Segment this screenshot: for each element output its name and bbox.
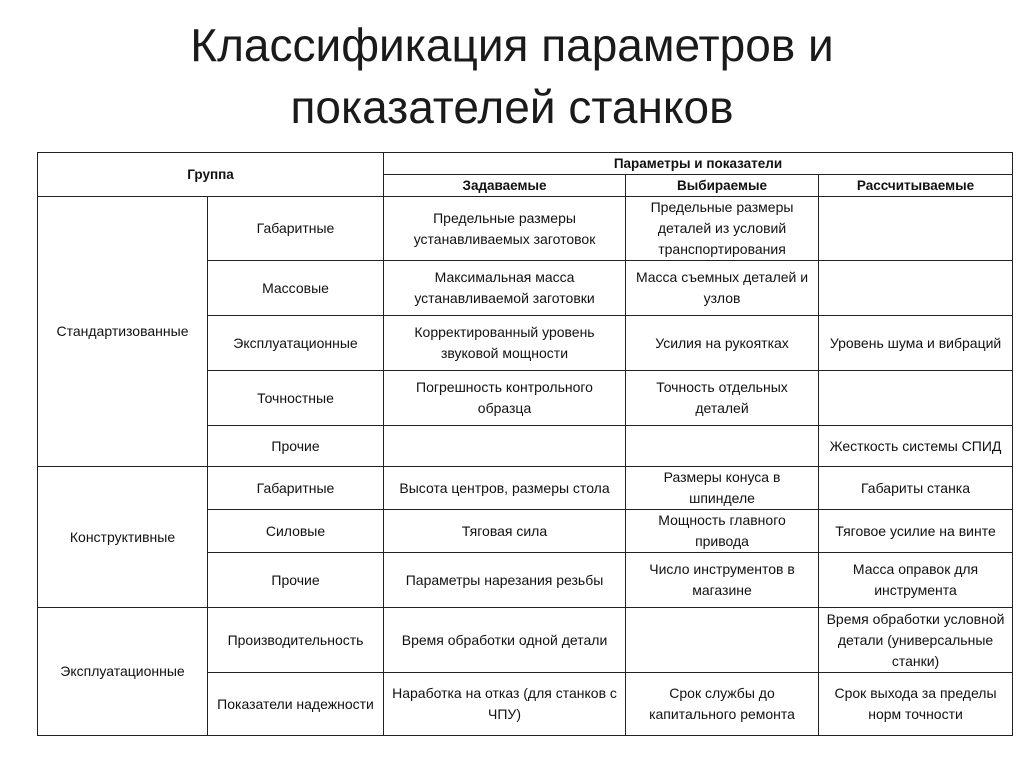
subgroup-cell: Производительность	[208, 608, 384, 673]
slide-title	[0, 14, 1024, 138]
given-cell: Наработка на отказ (для станков с ЧПУ)	[384, 673, 626, 736]
subgroup-cell: Габаритные	[208, 467, 384, 510]
classification-table	[37, 152, 1013, 736]
given-cell: Высота центров, размеры стола	[384, 467, 626, 510]
given-cell	[384, 426, 626, 467]
header-params: Параметры и показатели	[384, 153, 1013, 175]
calculated-cell	[819, 371, 1013, 426]
calculated-cell: Срок выхода за пределы норм точности	[819, 673, 1013, 736]
calculated-cell: Тяговое усилие на винте	[819, 510, 1013, 553]
calculated-cell: Масса оправок для инструмента	[819, 553, 1013, 608]
subgroup-cell: Габаритные	[208, 197, 384, 261]
table-row	[38, 608, 1013, 673]
chosen-cell: Масса съемных деталей и узлов	[626, 261, 819, 316]
subgroup-cell: Эксплуатационные	[208, 316, 384, 371]
header-row-1	[38, 153, 1013, 175]
group-cell-constructive: Конструктивные	[38, 467, 208, 608]
calculated-cell	[819, 197, 1013, 261]
chosen-cell: Срок службы до капитального ремонта	[626, 673, 819, 736]
header-calculated: Рассчитываемые	[819, 175, 1013, 197]
table-row	[38, 467, 1013, 510]
chosen-cell: Число инструментов в магазине	[626, 553, 819, 608]
chosen-cell	[626, 608, 819, 673]
calculated-cell	[819, 261, 1013, 316]
header-group: Группа	[38, 153, 384, 197]
chosen-cell: Мощность главного привода	[626, 510, 819, 553]
given-cell: Тяговая сила	[384, 510, 626, 553]
given-cell: Предельные размеры устанавливаемых заготовок	[384, 197, 626, 261]
slide-title-line-2: показателей станков	[290, 81, 734, 133]
chosen-cell	[626, 426, 819, 467]
subgroup-cell: Силовые	[208, 510, 384, 553]
calculated-cell: Уровень шума и вибраций	[819, 316, 1013, 371]
slide-title-line-1: Классификация параметров и	[190, 19, 834, 71]
chosen-cell: Точность отдельных деталей	[626, 371, 819, 426]
table-row	[38, 197, 1013, 261]
chosen-cell: Усилия на рукоятках	[626, 316, 819, 371]
given-cell: Погрешность контрольного образца	[384, 371, 626, 426]
header-chosen: Выбираемые	[626, 175, 819, 197]
subgroup-cell: Показатели надежности	[208, 673, 384, 736]
subgroup-cell: Прочие	[208, 426, 384, 467]
chosen-cell: Размеры конуса в шпинделе	[626, 467, 819, 510]
calculated-cell: Время обработки условной детали (универсальные станки)	[819, 608, 1013, 673]
given-cell: Корректированный уровень звуковой мощности	[384, 316, 626, 371]
given-cell: Время обработки одной детали	[384, 608, 626, 673]
calculated-cell: Жесткость системы СПИД	[819, 426, 1013, 467]
subgroup-cell: Массовые	[208, 261, 384, 316]
subgroup-cell: Прочие	[208, 553, 384, 608]
calculated-cell: Габариты станка	[819, 467, 1013, 510]
header-given: Задаваемые	[384, 175, 626, 197]
subgroup-cell: Точностные	[208, 371, 384, 426]
chosen-cell: Предельные размеры деталей из условий транспортирования	[626, 197, 819, 261]
given-cell: Параметры нарезания резьбы	[384, 553, 626, 608]
group-cell-standardized: Стандартизованные	[38, 197, 208, 467]
given-cell: Максимальная масса устанавливаемой заготовки	[384, 261, 626, 316]
group-cell-operational: Эксплуатационные	[38, 608, 208, 736]
